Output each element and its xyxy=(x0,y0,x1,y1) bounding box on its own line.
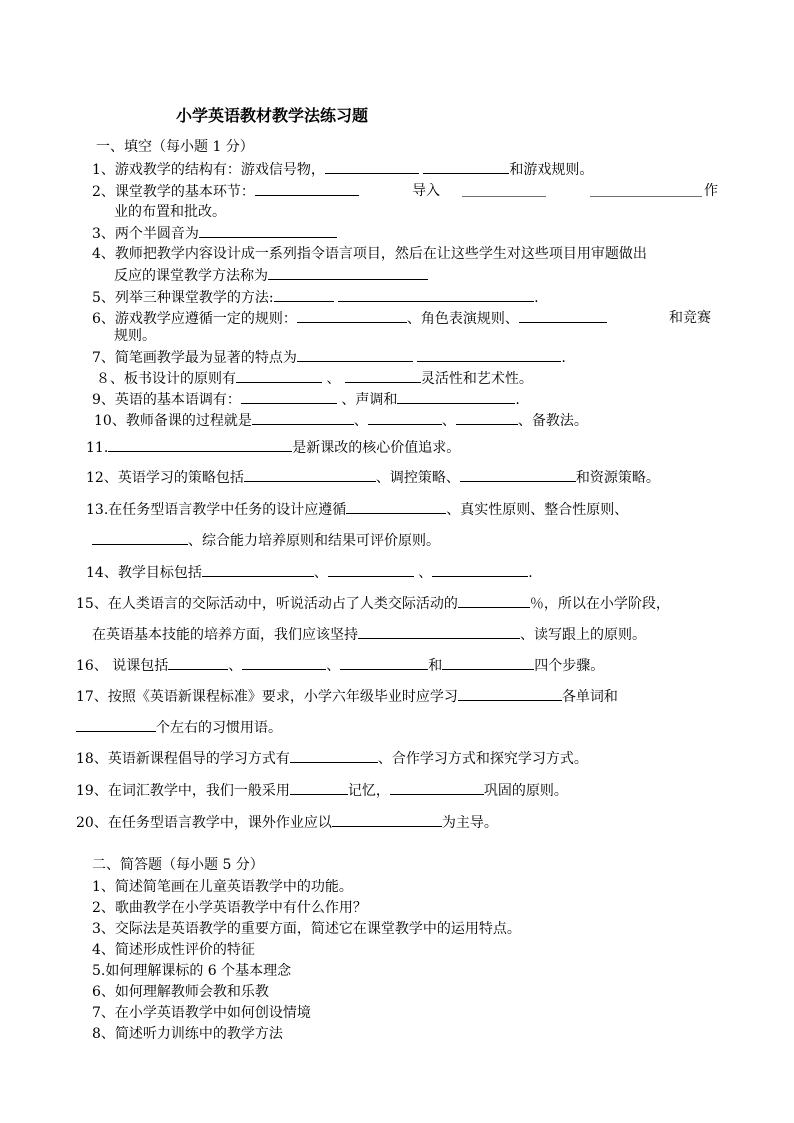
question-20: 20、在任务型语言教学中，课外作业应以 为主导。 xyxy=(76,815,498,831)
blank xyxy=(368,411,442,425)
question-12: 12、英语学习的策略包括 、调控策略、 和资源策略。 xyxy=(86,470,660,486)
short-answer-item: 1、简述简笔画在儿童英语教学中的功能。 xyxy=(92,879,353,895)
section1-heading: 一、填空（每小题 1 分） xyxy=(96,139,254,155)
blank xyxy=(332,813,442,827)
question-5: 5、列举三种课堂教学的方法: . xyxy=(92,290,539,306)
blank xyxy=(252,411,354,425)
blank xyxy=(255,182,359,196)
blank xyxy=(274,288,334,302)
blank xyxy=(460,468,576,482)
blank xyxy=(325,160,419,174)
blank xyxy=(519,309,607,323)
blank xyxy=(168,656,228,670)
blank xyxy=(345,369,421,383)
blank xyxy=(242,656,326,670)
question-15: 15、在人类语言的交际活动中，听说活动占了人类交际活动的 ％，所以在小学阶段， xyxy=(76,596,670,612)
blank xyxy=(92,531,188,545)
blank xyxy=(456,411,518,425)
page-title: 小学英语教材教学法练习题 xyxy=(176,106,369,125)
blank xyxy=(290,781,348,795)
blank xyxy=(340,656,428,670)
blank xyxy=(199,224,337,238)
question-4: 4、教师把教学内容设计成一系列指令语言项目，然后在让这些学生对这些项目用审题做出 xyxy=(92,246,647,262)
question-14: 14、教学目标包括 、 、 . xyxy=(86,565,533,581)
short-answer-item: 8、简述听力训练中的教学方法 xyxy=(92,1026,283,1042)
blank xyxy=(458,687,562,701)
blank xyxy=(432,563,528,577)
short-answer-item: 6、如何理解教师会教和乐教 xyxy=(92,984,269,1000)
blank xyxy=(397,390,515,404)
question-6: 6、游戏教学应遵循一定的规则： 、角色表演规则、 xyxy=(92,309,607,328)
blank xyxy=(268,266,428,280)
question-2-blank-a: ＿＿＿＿＿＿ xyxy=(462,183,546,199)
question-2: 2、课堂教学的基本环节： xyxy=(92,182,359,201)
section2-heading: 二、简答题（每小题 5 分） xyxy=(92,857,264,873)
question-1: 1、游戏教学的结构有：游戏信号物， 和游戏规则。 xyxy=(92,162,594,178)
question-10: 10、教师备课的过程就是 、 、 、备教法。 xyxy=(94,413,588,429)
question-16: 16、 说课包括 、 、 和 四个步骤。 xyxy=(76,658,605,674)
blank xyxy=(458,594,530,608)
short-answer-item: 7、在小学英语教学中如何创设情境 xyxy=(92,1005,311,1021)
blank xyxy=(241,390,337,404)
question-2-intro: 导入 xyxy=(412,183,440,199)
blank xyxy=(297,309,407,323)
blank xyxy=(442,656,534,670)
blank xyxy=(328,563,414,577)
question-3: 3、两个半圆音为 xyxy=(92,224,337,243)
blank xyxy=(358,625,520,639)
question-19: 19、在词汇教学中，我们一般采用 记忆， 巩固的原则。 xyxy=(76,783,568,799)
blank xyxy=(244,468,376,482)
question-6-tail: 和竞赛 xyxy=(669,310,711,326)
blank xyxy=(423,160,509,174)
question-2-tail: 作 xyxy=(704,183,718,199)
blank xyxy=(390,781,484,795)
question-2-blank-b: ＿＿＿＿＿＿＿＿ xyxy=(590,183,702,199)
question-11: 11. 是新课改的核心价值追求。 xyxy=(86,440,461,456)
blank xyxy=(434,288,534,302)
blank xyxy=(346,500,446,514)
blank xyxy=(202,563,314,577)
question-8: ８、板书设计的原则有 、 灵活性和艺术性。 xyxy=(96,371,533,387)
question-7: 7、简笔画教学最为显著的特点为 . xyxy=(92,350,566,366)
question-9: 9、英语的基本语调有： 、声调和 . xyxy=(92,392,520,408)
blank xyxy=(290,749,378,763)
question-2-cont: 业的布置和批改。 xyxy=(114,204,226,220)
question-18: 18、英语新课程倡导的学习方式有 、合作学习方式和探究学习方式。 xyxy=(76,751,588,767)
short-answer-item: 2、歌曲教学在小学英语教学中有什么作用？ xyxy=(92,900,367,916)
question-6-cont: 规则。 xyxy=(114,328,156,344)
blank xyxy=(417,348,561,362)
blank xyxy=(338,288,434,302)
short-answer-item: 5.如何理解课标的 6 个基本理念 xyxy=(92,963,292,979)
question-13: 13.在任务型语言教学中任务的设计应遵循 、真实性原则、整合性原则、 xyxy=(86,502,629,518)
short-answer-item: 4、简述形成性评价的特征 xyxy=(92,942,255,958)
question-4-cont: 反应的课堂教学方法称为 xyxy=(114,266,428,285)
question-15-cont: 在英语基本技能的培养方面，我们应该坚持 、读写跟上的原则。 xyxy=(92,627,646,643)
question-17-cont: 个左右的习惯用语。 xyxy=(76,718,282,737)
blank xyxy=(76,718,156,732)
question-17: 17、按照《英语新课程标准》要求，小学六年级毕业时应学习 各单词和 xyxy=(76,689,618,705)
blank xyxy=(236,369,322,383)
blank xyxy=(108,438,292,452)
blank xyxy=(297,348,413,362)
short-answer-item: 3、交际法是英语教学的重要方面，简述它在课堂教学中的运用特点。 xyxy=(92,921,521,937)
question-13-cont: 、综合能力培养原则和结果可评价原则。 xyxy=(92,531,440,550)
